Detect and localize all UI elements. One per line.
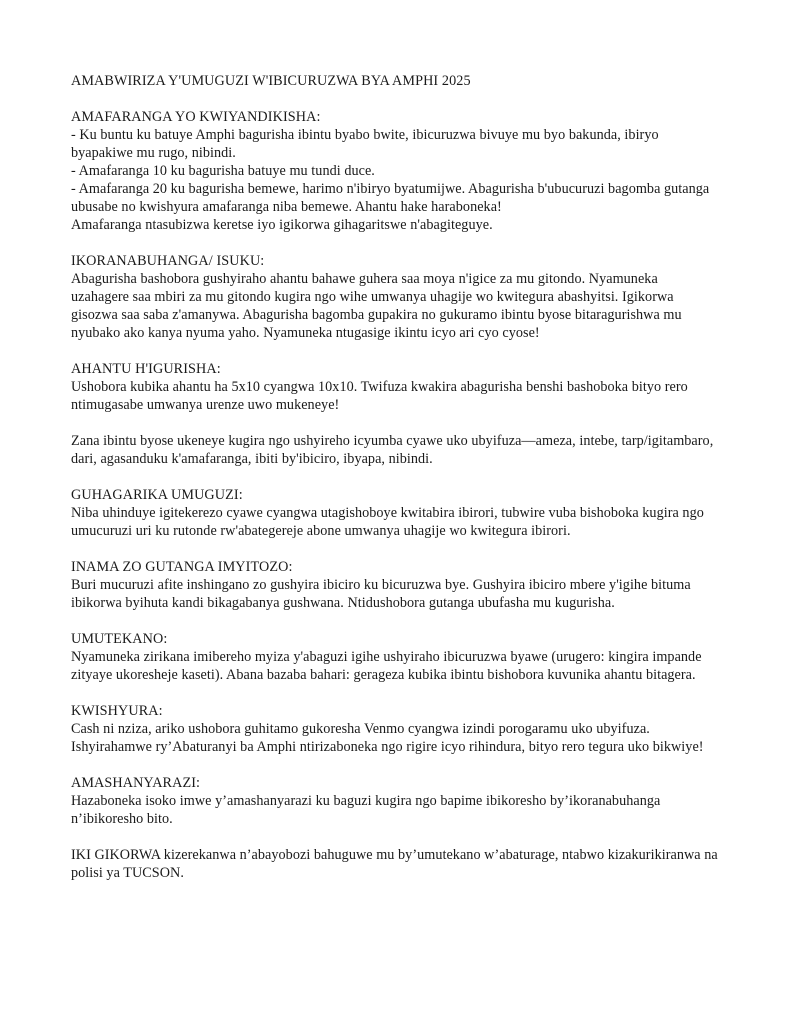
section-heading: AHANTU H'IGURISHA: [71, 361, 221, 377]
section-heading: UMUTEKANO: [71, 631, 168, 647]
section-heading: INAMA ZO GUTANGA IMYITOZO: [71, 559, 293, 575]
section-paragraph: Ushobora kubika ahantu ha 5x10 cyangwa 10x10. Twifuza kwakira abagurisha benshi bashoboka bityo rero ntimugasabe umwanya urenze uwo mukeneye! [71, 379, 688, 413]
section-selling-space [71, 360, 718, 468]
section-registration-fees [71, 108, 718, 234]
section-paragraph: Zana ibintu byose ukeneye kugira ngo ushyireho icyumba cyawe uko ubyifuza—ameza, intebe, tarp/igitambaro, dari, agasanduku k'amafaranga, ibiti by'ibiciro, ibyapa, nibindi. [71, 433, 714, 467]
section-paragraph: - Amafaranga 10 ku bagurisha batuye mu tundi duce. [71, 163, 375, 179]
section-paragraph: Hazaboneka isoko imwe y’amashanyarazi ku baguzi kugira ngo bapime ibikoresho by’ikoranabuhanga n’ibikoresho bito. [71, 793, 661, 827]
section-closing-note [71, 846, 718, 882]
section-heading: KWISHYURA: [71, 703, 163, 719]
section-paragraph: Niba uhinduye igitekerezo cyawe cyangwa utagishoboye kwitabira ibirori, tubwire vuba bishoboka kugira ngo umucuruzi uri ku rutonde rw'abategereje abone umwanya uhagije wo kwitegura ibirori. [71, 505, 704, 539]
section-paragraph: Buri mucuruzi afite inshingano zo gushyira ibiciro ku bicuruzwa bye. Gushyira ibiciro mbere y'igihe bituma ibikorwa byihuta kandi bikagabanya gushwana. Ntidushobora gutanga ubufasha mu kugurisha. [71, 577, 691, 611]
section-heading: GUHAGARIKA UMUGUZI: [71, 487, 243, 503]
paragraph-spacer [71, 414, 718, 432]
closing-paragraph: IKI GIKORWA kizerekanwa n’abayobozi bahuguwe mu by’umutekano w’abaturage, ntabwo kizakurikiranwa na polisi ya TUCSON. [71, 847, 718, 881]
section-heading: AMAFARANGA YO KWIYANDIKISHA: [71, 109, 321, 125]
section-paragraph: - Amafaranga 20 ku bagurisha bemewe, harimo n'ibiryo byatumijwe. Abagurisha b'ubucuruzi bagomba gutanga ubusabe no kwishyura amafaranga niba bemewe. Ahantu hake haraboneka! [71, 181, 710, 215]
section-paragraph: Cash ni nziza, ariko ushobora guhitamo gukoresha Venmo cyangwa izindi porogaramu uko ubyifuza. Ishyirahamwe ry’Abaturanyi ba Amphi ntirizaboneka ngo rigire icyo rihindura, bityo rero tegura uko bikwiye! [71, 721, 704, 755]
section-technology-cleanliness [71, 252, 718, 342]
document-title: AMABWIRIZA Y'UMUGUZI W'IBICURUZWA BYA AMPHI 2025 [71, 73, 471, 89]
section-paragraph: - Ku buntu ku batuye Amphi bagurisha ibintu byabo bwite, ibicuruzwa bivuye mu byo bakunda, ibiryo byapakiwe mu rugo, nibindi. [71, 127, 659, 161]
section-pricing-advice [71, 558, 718, 612]
section-paragraph: Nyamuneka zirikana imibereho myiza y'abaguzi igihe ushyiraho ibicuruzwa byawe (urugero: kingira impande zityaye ukoresheje kaseti). Abana bazaba bahari: gerageza kubika ibintu bishobora kuvunika ahantu bitagera. [71, 649, 702, 683]
section-paragraph: Amafaranga ntasubizwa keretse iyo igikorwa gihagaritswe n'abagiteguye. [71, 217, 493, 233]
section-cancellation [71, 486, 718, 540]
section-heading: IKORANABUHANGA/ ISUKU: [71, 253, 265, 269]
section-electricity [71, 774, 718, 828]
section-payment [71, 702, 718, 756]
section-paragraph: Abagurisha bashobora gushyiraho ahantu bahawe guhera saa moya n'igice za mu gitondo. Nyamuneka uzahagere saa mbiri za mu gitondo kugira ngo wihe umwanya uhagije wo kwitegura abashyitsi. Igikorwa gisozwa saa saba z'amanywa. Abagurisha bagomba gupakira no gukuramo ibintu byose bitaragurishwa mu nyubako ako kanya nyuma yaho. Nyamuneka ntugasige ikintu icyo ari cyo cyose! [71, 271, 682, 341]
section-safety [71, 630, 718, 684]
section-heading: AMASHANYARAZI: [71, 775, 201, 791]
